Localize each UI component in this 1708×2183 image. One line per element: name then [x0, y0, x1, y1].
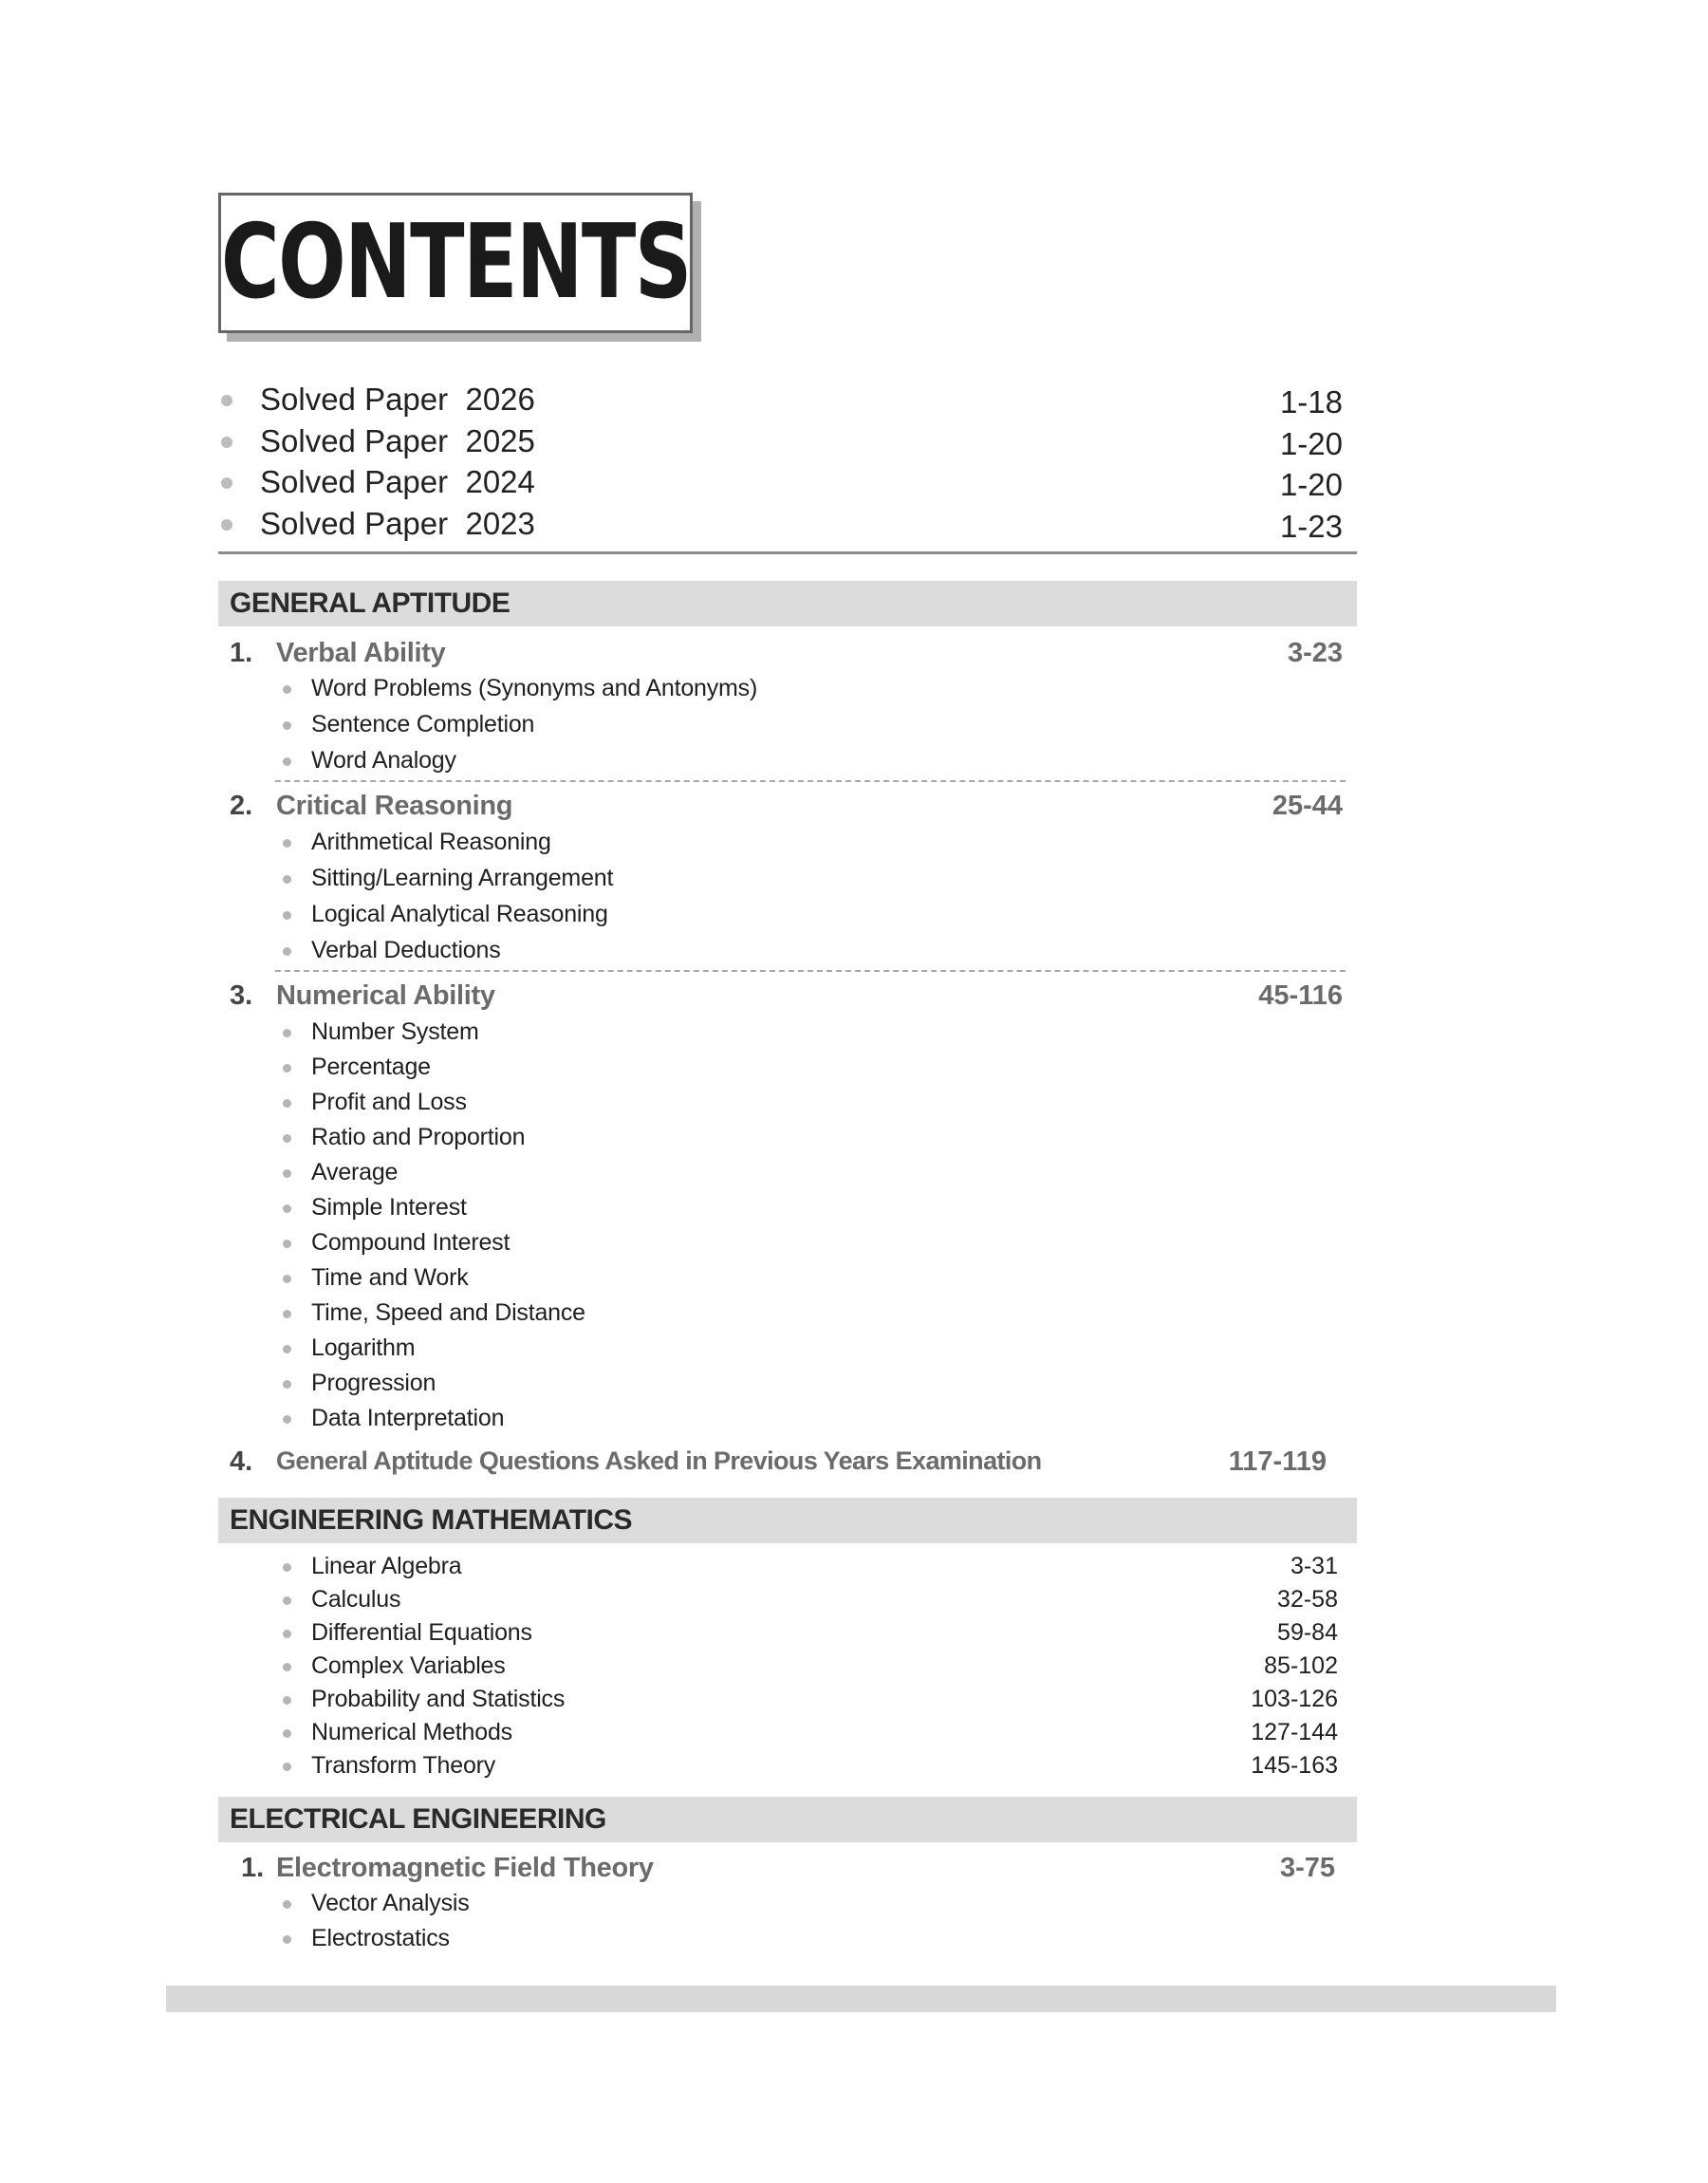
topic-pages: 85-102	[1264, 1652, 1338, 1679]
bullet-icon	[283, 757, 291, 766]
solved-paper-label: Solved Paper 2023	[260, 506, 535, 541]
contents-title-box	[218, 193, 693, 333]
bullet-icon	[283, 1099, 291, 1108]
topic-item: Time, Speed and Distance	[311, 1299, 585, 1326]
dashed-divider	[275, 780, 1346, 782]
chapter-number: 1.	[230, 638, 253, 668]
topic-pages: 145-163	[1251, 1752, 1338, 1779]
bullet-icon	[283, 1275, 291, 1283]
bullet-icon	[283, 1630, 291, 1638]
bullet-icon	[283, 1240, 291, 1248]
bullet-icon	[283, 1380, 291, 1389]
bullet-icon	[283, 1900, 291, 1909]
solved-paper-pages: 1-23	[1279, 509, 1343, 544]
topic-pages: 3-31	[1290, 1553, 1338, 1579]
bullet-icon	[283, 839, 291, 848]
solved-paper-pages: 1-18	[1279, 384, 1343, 420]
chapter-title: Numerical Ability	[276, 980, 495, 1011]
topic-item: Progression	[311, 1370, 436, 1396]
divider	[218, 551, 1357, 554]
bullet-icon	[283, 1935, 291, 1944]
topic-item: Linear Algebra	[311, 1553, 462, 1579]
topic-item: Simple Interest	[311, 1194, 467, 1221]
bullet-icon	[283, 911, 291, 920]
solved-paper-pages: 1-20	[1279, 426, 1343, 461]
chapter-pages: 3-75	[1279, 1853, 1335, 1883]
bullet-icon	[283, 1310, 291, 1318]
dashed-divider	[275, 970, 1346, 972]
topic-item: Vector Analysis	[311, 1890, 470, 1916]
bullet-icon	[283, 947, 291, 956]
bullet-icon	[283, 685, 291, 694]
topic-pages: 127-144	[1251, 1719, 1338, 1745]
topic-item: Compound Interest	[311, 1229, 511, 1256]
topic-item: Number System	[311, 1018, 479, 1045]
chapter-title: Verbal Ability	[276, 638, 446, 668]
bullet-icon	[283, 1204, 291, 1213]
bullet-icon	[221, 519, 232, 531]
topic-item: Sentence Completion	[311, 711, 535, 737]
topic-item: Average	[311, 1159, 399, 1185]
bullet-icon	[283, 1415, 291, 1424]
bullet-icon	[283, 1064, 291, 1073]
topic-item: Complex Variables	[311, 1652, 506, 1679]
chapter-title: Critical Reasoning	[276, 791, 513, 821]
bullet-icon	[283, 1169, 291, 1178]
topic-item: Differential Equations	[311, 1619, 532, 1646]
chapter-number: 1.	[241, 1853, 265, 1883]
bullet-icon	[283, 1596, 291, 1605]
section-header-general-aptitude	[218, 581, 1357, 626]
chapter-number: 2.	[230, 791, 253, 821]
bullet-icon	[283, 1563, 291, 1572]
topic-item: Numerical Methods	[311, 1719, 512, 1745]
bullet-icon	[221, 477, 232, 489]
bullet-icon	[221, 437, 232, 448]
topic-item: Logical Analytical Reasoning	[311, 901, 608, 927]
bullet-icon	[221, 395, 232, 406]
bullet-icon	[283, 1696, 291, 1705]
chapter-pages: 3-23	[1287, 638, 1343, 668]
topic-item: Time and Work	[311, 1264, 469, 1291]
chapter-number: 4.	[230, 1446, 253, 1477]
solved-paper-label: Solved Paper 2025	[260, 423, 535, 458]
bullet-icon	[283, 1663, 291, 1671]
solved-paper-pages: 1-20	[1279, 467, 1343, 502]
bullet-icon	[283, 1134, 291, 1143]
bullet-icon	[283, 1729, 291, 1738]
bullet-icon	[283, 1763, 291, 1771]
section-header-electrical-engineering	[218, 1797, 1357, 1842]
section-header-engineering-mathematics	[218, 1498, 1357, 1543]
topic-item: Profit and Loss	[311, 1089, 467, 1115]
topic-pages: 32-58	[1277, 1586, 1338, 1613]
topic-item: Verbal Deductions	[311, 937, 501, 963]
topic-item: Sitting/Learning Arrangement	[311, 865, 614, 891]
topic-item: Ratio and Proportion	[311, 1124, 526, 1150]
bullet-icon	[283, 1345, 291, 1353]
solved-paper-label: Solved Paper 2026	[260, 382, 535, 417]
topic-item: Calculus	[311, 1586, 401, 1613]
chapter-pages: 45-116	[1258, 980, 1343, 1011]
topic-item: Electrostatics	[311, 1925, 450, 1951]
topic-item: Arithmetical Reasoning	[311, 829, 551, 855]
chapter-title: General Aptitude Questions Asked in Previous Years Examination	[276, 1446, 1042, 1475]
bullet-icon	[283, 1029, 291, 1037]
chapter-title: Electromagnetic Field Theory	[276, 1853, 654, 1883]
bullet-icon	[283, 875, 291, 884]
topic-item: Probability and Statistics	[311, 1686, 566, 1712]
topic-pages: 59-84	[1277, 1619, 1338, 1646]
chapter-pages: 25-44	[1272, 791, 1343, 821]
solved-paper-label: Solved Paper 2024	[260, 464, 535, 499]
topic-item: Percentage	[311, 1054, 431, 1080]
chapter-pages: 117-119	[1228, 1446, 1327, 1477]
section-title: GENERAL APTITUDE	[230, 588, 511, 619]
section-title: ENGINEERING MATHEMATICS	[230, 1504, 633, 1536]
topic-item: Logarithm	[311, 1334, 416, 1361]
chapter-number: 3.	[230, 980, 253, 1011]
footer-bar	[166, 1986, 1556, 2012]
bullet-icon	[283, 721, 291, 730]
topic-item: Word Problems (Synonyms and Antonyms)	[311, 675, 758, 701]
page-title: CONTENTS	[220, 203, 691, 322]
topic-item: Data Interpretation	[311, 1405, 505, 1431]
topic-item: Transform Theory	[311, 1752, 496, 1779]
section-title: ELECTRICAL ENGINEERING	[230, 1803, 606, 1835]
topic-item: Word Analogy	[311, 747, 456, 774]
topic-pages: 103-126	[1251, 1686, 1338, 1712]
